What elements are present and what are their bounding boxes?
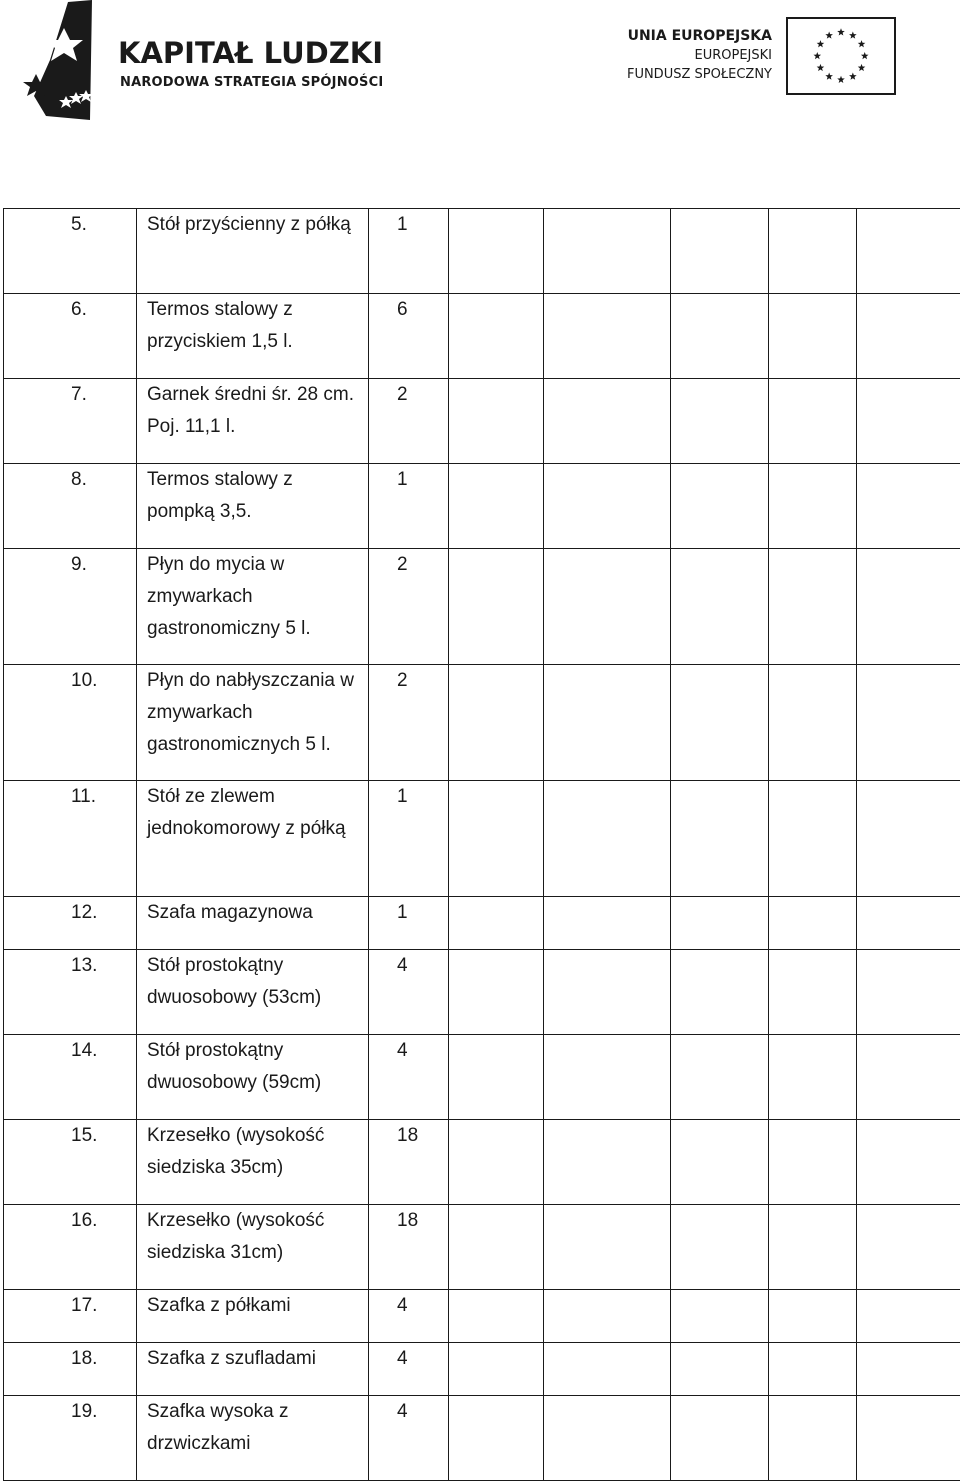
item-name-cell: [137, 897, 369, 950]
empty-cell: [449, 294, 544, 379]
table-row: [4, 1396, 960, 1481]
empty-cell: [857, 549, 960, 665]
item-number: 16.: [71, 1210, 98, 1231]
item-quantity: 4: [397, 1348, 408, 1369]
item-quantity: 2: [397, 670, 408, 691]
item-quantity-cell: [369, 1396, 449, 1481]
item-number-cell: [4, 665, 137, 781]
empty-cell: [449, 897, 544, 950]
eu-star-icon: [837, 76, 845, 83]
empty-cell: [449, 464, 544, 549]
item-number: 12.: [71, 902, 98, 923]
empty-cell: [449, 1290, 544, 1343]
item-number: 19.: [71, 1401, 98, 1422]
empty-cell: [857, 1120, 960, 1205]
item-quantity-cell: [369, 1205, 449, 1290]
item-name-cell: [137, 950, 369, 1035]
empty-cell: [857, 1205, 960, 1290]
item-name: Termos stalowy z przyciskiem 1,5 l.: [147, 299, 293, 352]
item-name: Płyn do mycia w zmywarkach gastronomiczny 5 l.: [147, 554, 311, 639]
item-name: Stół prostokątny dwuosobowy (53cm): [147, 955, 322, 1008]
empty-cell: [769, 897, 857, 950]
eu-star-icon: [825, 73, 833, 80]
table-row: [4, 897, 960, 950]
item-quantity-cell: [369, 294, 449, 379]
empty-cell: [857, 1396, 960, 1481]
item-name: Szafa magazynowa: [147, 902, 313, 923]
item-quantity: 1: [397, 469, 408, 490]
eu-logo-line1: UNIA EUROPEJSKA: [627, 28, 772, 44]
item-number: 9.: [71, 554, 87, 575]
item-quantity-cell: [369, 1343, 449, 1396]
item-quantity: 4: [397, 955, 408, 976]
item-quantity-cell: [369, 897, 449, 950]
item-name-cell: [137, 665, 369, 781]
item-number: 8.: [71, 469, 87, 490]
table-row: [4, 665, 960, 781]
item-number-cell: [4, 1396, 137, 1481]
eu-logo-line3: FUNDUSZ SPOŁECZNY: [626, 67, 772, 82]
item-number-cell: [4, 1205, 137, 1290]
item-number: 17.: [71, 1295, 98, 1316]
empty-cell: [449, 950, 544, 1035]
empty-cell: [671, 1205, 769, 1290]
empty-cell: [857, 464, 960, 549]
empty-cell: [449, 1120, 544, 1205]
item-quantity-cell: [369, 1035, 449, 1120]
table-row: [4, 209, 960, 294]
item-quantity-cell: [369, 1290, 449, 1343]
item-quantity: 4: [397, 1295, 408, 1316]
equipment-table: [3, 208, 960, 1481]
empty-cell: [449, 379, 544, 464]
item-quantity-cell: [369, 379, 449, 464]
table-row: [4, 1035, 960, 1120]
empty-cell: [857, 294, 960, 379]
item-number-cell: [4, 1290, 137, 1343]
item-name: Szafka wysoka z drzwiczkami: [147, 1401, 289, 1454]
empty-cell: [449, 1035, 544, 1120]
item-name: Krzesełko (wysokość siedziska 31cm): [147, 1210, 325, 1263]
kapital-ludzki-emblem-icon: [20, 0, 120, 125]
item-name: Szafka z szufladami: [147, 1348, 316, 1369]
empty-cell: [769, 549, 857, 665]
empty-cell: [449, 549, 544, 665]
eu-star-icon: [858, 40, 866, 47]
item-number-cell: [4, 1343, 137, 1396]
item-name-cell: [137, 1290, 369, 1343]
item-name-cell: [137, 1396, 369, 1481]
empty-cell: [769, 781, 857, 897]
eu-star-icon: [825, 31, 833, 38]
item-number-cell: [4, 897, 137, 950]
empty-cell: [671, 1120, 769, 1205]
empty-cell: [769, 950, 857, 1035]
item-number: 6.: [71, 299, 87, 320]
empty-cell: [449, 1343, 544, 1396]
item-quantity: 1: [397, 902, 408, 923]
item-number-cell: [4, 379, 137, 464]
empty-cell: [544, 549, 671, 665]
table-row: [4, 294, 960, 379]
empty-cell: [857, 950, 960, 1035]
empty-cell: [769, 1343, 857, 1396]
item-name-cell: [137, 549, 369, 665]
item-name: Płyn do nabłyszczania w zmywarkach gastronomicznych 5 l.: [147, 670, 354, 755]
item-number: 5.: [71, 214, 87, 235]
item-name-cell: [137, 464, 369, 549]
item-number-cell: [4, 1035, 137, 1120]
empty-cell: [671, 1035, 769, 1120]
empty-cell: [671, 379, 769, 464]
empty-cell: [449, 1396, 544, 1481]
empty-cell: [544, 209, 671, 294]
empty-cell: [544, 1120, 671, 1205]
item-quantity-cell: [369, 781, 449, 897]
item-name-cell: [137, 1343, 369, 1396]
empty-cell: [857, 1035, 960, 1120]
empty-cell: [671, 464, 769, 549]
eu-star-icon: [817, 40, 825, 47]
empty-cell: [449, 1205, 544, 1290]
item-number-cell: [4, 781, 137, 897]
item-quantity: 1: [397, 786, 408, 807]
item-number: 10.: [71, 670, 98, 691]
item-number: 7.: [71, 384, 87, 405]
table-row: [4, 950, 960, 1035]
kapital-ludzki-title: KAPITAŁ LUDZKI: [118, 36, 384, 70]
empty-cell: [769, 1396, 857, 1481]
kapital-ludzki-subtitle: NARODOWA STRATEGIA SPÓJNOŚCI: [120, 75, 384, 90]
empty-cell: [671, 1290, 769, 1343]
empty-cell: [671, 209, 769, 294]
item-number-cell: [4, 294, 137, 379]
table-row: [4, 1120, 960, 1205]
eu-star-icon: [858, 64, 866, 71]
empty-cell: [769, 209, 857, 294]
item-quantity-cell: [369, 209, 449, 294]
empty-cell: [857, 781, 960, 897]
empty-cell: [544, 897, 671, 950]
empty-cell: [857, 209, 960, 294]
empty-cell: [544, 1035, 671, 1120]
item-number-cell: [4, 950, 137, 1035]
item-name: Stół prostokątny dwuosobowy (59cm): [147, 1040, 322, 1093]
item-quantity-cell: [369, 1120, 449, 1205]
empty-cell: [449, 665, 544, 781]
table-row: [4, 549, 960, 665]
empty-cell: [671, 549, 769, 665]
empty-cell: [769, 379, 857, 464]
item-name: Krzesełko (wysokość siedziska 35cm): [147, 1125, 325, 1178]
item-name: Szafka z półkami: [147, 1295, 291, 1316]
item-number: 18.: [71, 1348, 98, 1369]
empty-cell: [544, 1396, 671, 1481]
empty-cell: [449, 209, 544, 294]
empty-cell: [769, 1035, 857, 1120]
empty-cell: [671, 1343, 769, 1396]
empty-cell: [769, 1290, 857, 1343]
empty-cell: [671, 665, 769, 781]
eu-logo-line2: EUROPEJSKI: [694, 48, 772, 63]
eu-star-icon: [849, 73, 857, 80]
table-row: [4, 1290, 960, 1343]
item-quantity: 2: [397, 554, 408, 575]
item-name-cell: [137, 781, 369, 897]
empty-cell: [544, 1205, 671, 1290]
empty-cell: [857, 897, 960, 950]
table-row: [4, 1205, 960, 1290]
table-row: [4, 464, 960, 549]
empty-cell: [544, 464, 671, 549]
item-quantity: 18: [397, 1210, 419, 1231]
empty-cell: [449, 781, 544, 897]
empty-cell: [857, 379, 960, 464]
item-name-cell: [137, 1205, 369, 1290]
empty-cell: [671, 294, 769, 379]
eu-star-icon: [837, 28, 845, 35]
empty-cell: [769, 294, 857, 379]
item-quantity: 1: [397, 214, 408, 235]
item-name-cell: [137, 1120, 369, 1205]
empty-cell: [671, 897, 769, 950]
eu-star-icon: [817, 64, 825, 71]
eu-flag-icon: [786, 17, 896, 95]
table-row: [4, 781, 960, 897]
eu-star-icon: [849, 31, 857, 38]
empty-cell: [671, 781, 769, 897]
empty-cell: [544, 1290, 671, 1343]
table-row: [4, 1343, 960, 1396]
item-number: 14.: [71, 1040, 98, 1061]
item-quantity: 4: [397, 1401, 408, 1422]
empty-cell: [769, 1120, 857, 1205]
item-quantity-cell: [369, 950, 449, 1035]
empty-cell: [769, 1205, 857, 1290]
item-name-cell: [137, 1035, 369, 1120]
empty-cell: [544, 1343, 671, 1396]
item-number-cell: [4, 549, 137, 665]
empty-cell: [857, 1290, 960, 1343]
kapital-ludzki-logo: [20, 0, 384, 125]
empty-cell: [544, 665, 671, 781]
empty-cell: [544, 950, 671, 1035]
empty-cell: [857, 665, 960, 781]
empty-cell: [671, 950, 769, 1035]
empty-cell: [769, 464, 857, 549]
item-quantity-cell: [369, 665, 449, 781]
item-name: Garnek średni śr. 28 cm. Poj. 11,1 l.: [147, 384, 354, 437]
item-number-cell: [4, 209, 137, 294]
item-quantity: 4: [397, 1040, 408, 1061]
item-name-cell: [137, 294, 369, 379]
empty-cell: [544, 379, 671, 464]
empty-cell: [857, 1343, 960, 1396]
eu-star-icon: [861, 52, 869, 59]
item-name: Stół przyścienny z półką: [147, 214, 351, 235]
item-name: Termos stalowy z pompką 3,5.: [147, 469, 293, 522]
item-quantity: 2: [397, 384, 408, 405]
empty-cell: [544, 781, 671, 897]
item-name: Stół ze zlewem jednokomorowy z półką: [147, 786, 346, 839]
item-quantity: 18: [397, 1125, 419, 1146]
item-number: 13.: [71, 955, 98, 976]
item-number: 11.: [71, 786, 97, 807]
table-row: [4, 379, 960, 464]
item-name-cell: [137, 379, 369, 464]
item-number: 15.: [71, 1125, 98, 1146]
empty-cell: [671, 1396, 769, 1481]
eu-star-icon: [813, 52, 821, 59]
item-number-cell: [4, 1120, 137, 1205]
item-quantity-cell: [369, 464, 449, 549]
item-name-cell: [137, 209, 369, 294]
item-number-cell: [4, 464, 137, 549]
item-quantity: 6: [397, 299, 408, 320]
empty-cell: [769, 665, 857, 781]
eu-logo: [615, 14, 905, 100]
item-quantity-cell: [369, 549, 449, 665]
empty-cell: [544, 294, 671, 379]
